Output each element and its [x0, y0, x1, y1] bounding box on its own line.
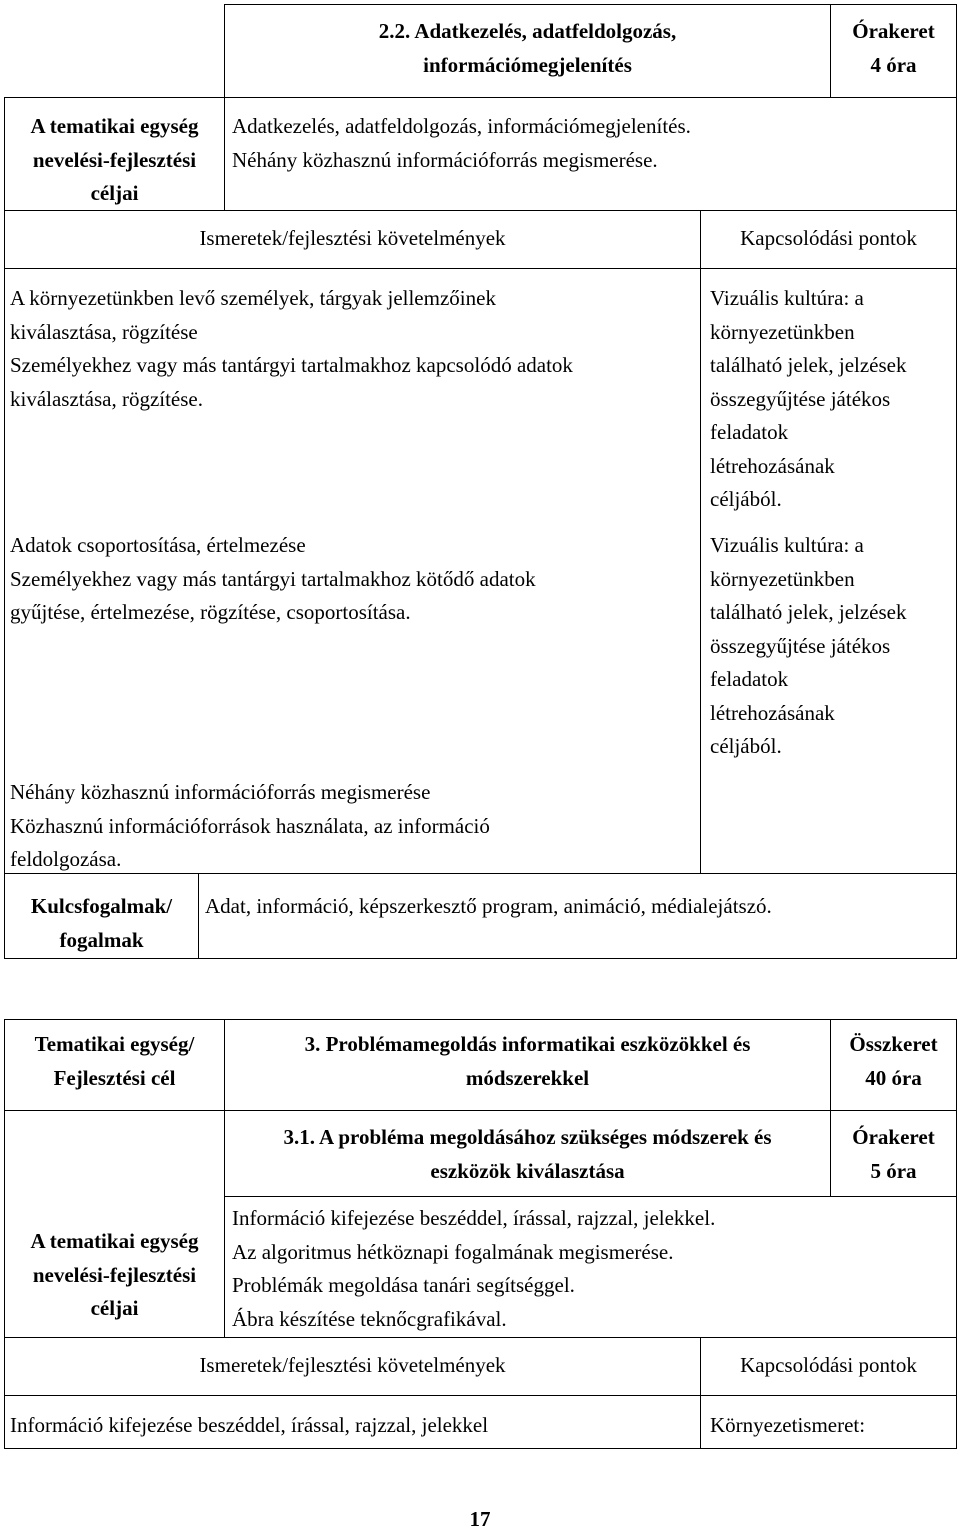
- goals2-text-line-3: Problémák megoldása tanári segítséggel.: [232, 1273, 575, 1297]
- hours-label: Órakeret: [852, 19, 935, 43]
- requirement-row-1-line-3: Személyekhez vagy más tantárgyi tartalmakhoz kapcsolódó adatok: [10, 353, 573, 377]
- connection-row-1-line-5: feladatok: [710, 420, 789, 444]
- table1-border-top: [224, 4, 957, 5]
- table1-border-header: [4, 97, 957, 98]
- table2-border-bottom: [4, 1448, 957, 1449]
- unit-title-line-2: módszerekkel: [465, 1065, 590, 1090]
- hours-cell: [831, 15, 956, 82]
- goals2-text-line-4: Ábra készítése teknőcgrafikával.: [232, 1306, 507, 1331]
- goals2-label-line-1: A tematikai egység: [30, 1229, 199, 1253]
- requirement-row-2-line-3: gyűjtése, értelmezése, rögzítése, csoportosítása.: [10, 600, 411, 624]
- requirement-row-2-line-2: Személyekhez vagy más tantárgyi tartalmakhoz kötődő adatok: [10, 566, 536, 591]
- connection-row-2: [710, 529, 907, 764]
- col-header-requirements: Ismeretek/fejlesztési követelmények: [199, 226, 506, 250]
- goals2-label-line-3: céljai: [90, 1296, 139, 1320]
- requirement-row-3-line-1: Néhány közhasznú információforrás megismerése: [10, 780, 431, 804]
- requirement-row-3-line-3: feldolgozása.: [10, 847, 122, 871]
- goals-text-line-1: Adatkezelés, adatfeldolgozás, információmegjelenítés.: [232, 114, 691, 138]
- unit-title: [225, 1028, 830, 1095]
- goals-text-line-2: Néhány közhasznú információforrás megismerése.: [232, 147, 658, 172]
- section-title-line-2: információmegjelenítés: [423, 52, 632, 77]
- table2-border-right: [956, 1019, 957, 1449]
- connection-row-1-line-7: céljából.: [710, 487, 782, 511]
- requirement-row-1-line-2: kiválasztása, rögzítése: [10, 319, 198, 344]
- connection-row-1-line-1: Vizuális kultúra: a: [710, 286, 864, 310]
- requirement-row-1-line-1: A környezetünkben levő személyek, tárgyak jellemzőinek: [10, 286, 496, 310]
- col2-header-connections: Kapcsolódási pontok: [740, 1353, 917, 1377]
- requirement-row-3-line-2: Közhasznú információforrások használata, az információ: [10, 813, 490, 838]
- subunit-hours-label: Órakeret: [852, 1125, 935, 1149]
- subunit-title-line-2: eszközök kiválasztása: [430, 1158, 625, 1183]
- keywords-text: Adat, információ, képszerkesztő program, animáció, médialejátszó.: [205, 894, 772, 918]
- connection-row-2-line-3: található jelek, jelzések: [710, 600, 907, 624]
- unit-label-line-1: Tematikai egység/: [34, 1032, 195, 1056]
- table1-divider-goals: [224, 97, 225, 211]
- page-number: 17: [469, 1507, 491, 1531]
- connection-row-2-line-7: céljából.: [710, 734, 782, 758]
- unit-label: [5, 1028, 224, 1095]
- connection-row-2-line-4: összegyűjtése játékos: [710, 633, 891, 658]
- keywords-label: [5, 890, 198, 957]
- goals2-text: [232, 1202, 715, 1336]
- table1-border-right: [956, 4, 957, 959]
- table2-border-top: [4, 1019, 957, 1020]
- col2-header-requirements: Ismeretek/fejlesztési követelmények: [199, 1353, 506, 1377]
- table1-border-bottom: [4, 958, 957, 959]
- goals-text: [232, 110, 691, 177]
- total-hours-cell: [831, 1028, 956, 1095]
- goals-label-line-1: A tematikai egység: [30, 114, 199, 138]
- requirement2-row-1: Információ kifejezése beszéddel, írással, rajzzal, jelekkel: [10, 1413, 489, 1437]
- unit-label-line-2: Fejlesztési cél: [53, 1065, 176, 1090]
- goals-label-line-2: nevelési-fejlesztési: [32, 147, 197, 172]
- goals-label: [5, 110, 224, 211]
- table1-border-colheader: [4, 268, 957, 269]
- table2-border-unit: [4, 1110, 957, 1111]
- connection-row-2-line-2: környezetünkben: [710, 566, 855, 591]
- keywords-label-line-2: fogalmak: [59, 927, 144, 952]
- section-title-line-1: 2.2. Adatkezelés, adatfeldolgozás,: [378, 19, 677, 43]
- table2-border-colheader: [4, 1395, 957, 1396]
- goals2-text-line-1: Információ kifejezése beszéddel, írással, rajzzal, jelekkel.: [232, 1206, 716, 1230]
- table1-divider-keywords: [198, 873, 199, 959]
- connection-row-2-line-6: létrehozásának: [710, 700, 835, 725]
- goals2-label: [5, 1225, 224, 1326]
- connection-row-1-line-2: környezetünkben: [710, 319, 855, 344]
- requirement-row-2: [10, 529, 536, 630]
- subunit-title: [225, 1121, 830, 1188]
- requirement-row-1: [10, 282, 573, 416]
- section-title: [225, 15, 830, 82]
- connection-row-1-line-4: összegyűjtése játékos: [710, 386, 891, 411]
- total-label: Összkeret: [849, 1032, 938, 1056]
- connection-row-1-line-3: található jelek, jelzések: [710, 353, 907, 377]
- table1-divider-columns: [700, 210, 701, 874]
- connection-row-1: [710, 282, 907, 517]
- goals-label-line-3: céljai: [90, 181, 139, 205]
- subunit-hours-cell: [831, 1121, 956, 1188]
- requirement-row-3: [10, 776, 490, 877]
- connection-row-2-line-5: feladatok: [710, 667, 789, 691]
- col-header-connections: Kapcsolódási pontok: [740, 226, 917, 250]
- keywords-label-line-1: Kulcsfogalmak/: [30, 894, 173, 918]
- connection-row-2-line-1: Vizuális kultúra: a: [710, 533, 864, 557]
- subunit-title-line-1: 3.1. A probléma megoldásához szükséges módszerek és: [283, 1125, 772, 1149]
- table2-border-goals: [4, 1337, 957, 1338]
- unit-title-line-1: 3. Problémamegoldás informatikai eszközökkel és: [304, 1032, 751, 1056]
- goals2-text-line-2: Az algoritmus hétköznapi fogalmának megismerése.: [232, 1239, 674, 1264]
- goals2-label-line-2: nevelési-fejlesztési: [32, 1262, 197, 1287]
- table2-border-subtitle: [224, 1196, 957, 1197]
- total-value: 40 óra: [865, 1065, 922, 1090]
- requirement-row-2-line-1: Adatok csoportosítása, értelmezése: [10, 533, 306, 557]
- connection-row-1-line-6: létrehozásának: [710, 453, 835, 478]
- hours-value: 4 óra: [870, 52, 917, 77]
- subunit-hours-value: 5 óra: [870, 1158, 917, 1183]
- connection2-row-1: Környezetismeret:: [710, 1413, 866, 1437]
- requirement-row-1-line-4: kiválasztása, rögzítése.: [10, 386, 203, 411]
